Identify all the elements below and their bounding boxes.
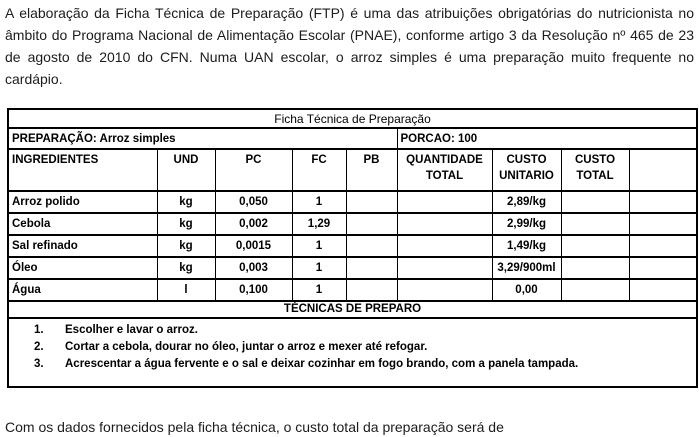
und-cell: l [157, 279, 215, 301]
custo-unitario-cell: 2,89/kg [492, 191, 561, 213]
fc-cell: 1,29 [292, 213, 346, 235]
ingredient-cell: Óleo [8, 257, 157, 279]
header-custo-total: CUSTO TOTAL [561, 149, 629, 191]
table-row [8, 257, 697, 279]
step-number: 3. [34, 358, 44, 370]
intro-paragraph: A elaboração da Ficha Técnica de Preparação (FTP) é uma das atribuições obrigatórias do nutricionista no âmbito do Programa Nacional de Alimentação Escolar (PNAE), conforme artigo 3 da Resolução nº 465 de 23 de agosto de 2010 do CFN. Numa UAN escolar, o arroz simples é uma preparação muito frequente no cardápio. [5, 5, 694, 87]
step-text: Acrescentar a água fervente e o sal e deixar cozinhar em fogo brando, com a panela tampada. [65, 358, 579, 370]
fc-cell: 1 [292, 235, 346, 257]
table-row [8, 213, 697, 235]
closing-paragraph: Com os dados fornecidos pela ficha técnica, o custo total da preparação será de [5, 419, 504, 435]
pb-cell [346, 279, 397, 301]
step-text: Cortar a cebola, dourar no óleo, juntar o arroz e mexer até refogar. [65, 341, 428, 353]
custo-total-cell [561, 257, 629, 279]
pc-cell: 0,0015 [215, 235, 292, 257]
custo-total-cell [561, 191, 629, 213]
header-pc: PC [215, 149, 292, 191]
step-item [12, 356, 693, 373]
und-cell: kg [157, 235, 215, 257]
extra-cell [629, 279, 697, 301]
header-quantidade-total: QUANTIDADE TOTAL [397, 149, 492, 191]
extra-cell [629, 257, 697, 279]
custo-unitario-cell: 3,29/900ml [492, 257, 561, 279]
tecnicas-steps-row [8, 318, 697, 387]
extra-cell [629, 213, 697, 235]
custo-total-cell [561, 235, 629, 257]
pc-cell: 0,050 [215, 191, 292, 213]
fc-cell: 1 [292, 279, 346, 301]
step-number: 2. [34, 341, 44, 353]
ingredient-cell: Sal refinado [8, 235, 157, 257]
table-title: Ficha Técnica de Preparação [8, 109, 697, 128]
pc-cell: 0,002 [215, 213, 292, 235]
portion-label: PORCAO: 100 [397, 128, 697, 149]
ingredient-cell: Arroz polido [8, 191, 157, 213]
pb-cell [346, 235, 397, 257]
preparation-row [8, 128, 697, 149]
quantidade-total-cell [397, 257, 492, 279]
quantidade-total-cell [397, 191, 492, 213]
table-title-row [8, 109, 697, 128]
tecnicas-title-row [8, 301, 697, 318]
custo-unitario-cell: 2,99/kg [492, 213, 561, 235]
header-extra [629, 149, 697, 191]
step-item [12, 339, 693, 356]
pb-cell [346, 213, 397, 235]
ficha-tecnica-table [7, 108, 698, 388]
header-und: UND [157, 149, 215, 191]
header-custo-unitario: CUSTO UNITARIO [492, 149, 561, 191]
tecnicas-title: TÉCNICAS DE PREPARO [8, 301, 697, 318]
und-cell: kg [157, 257, 215, 279]
custo-total-cell [561, 213, 629, 235]
custo-unitario-cell: 1,49/kg [492, 235, 561, 257]
custo-total-cell [561, 279, 629, 301]
quantidade-total-cell [397, 235, 492, 257]
pb-cell [346, 191, 397, 213]
pc-cell: 0,100 [215, 279, 292, 301]
quantidade-total-cell [397, 279, 492, 301]
step-number: 1. [34, 324, 44, 336]
header-row [8, 149, 697, 191]
header-fc: FC [292, 149, 346, 191]
fc-cell: 1 [292, 191, 346, 213]
header-ingredientes: INGREDIENTES [8, 149, 157, 191]
table-row [8, 235, 697, 257]
custo-unitario-cell: 0,00 [492, 279, 561, 301]
ingredient-cell: Água [8, 279, 157, 301]
extra-cell [629, 191, 697, 213]
preparation-label: PREPARAÇÃO: Arroz simples [8, 128, 397, 149]
extra-cell [629, 235, 697, 257]
quantidade-total-cell [397, 213, 492, 235]
fc-cell: 1 [292, 257, 346, 279]
pc-cell: 0,003 [215, 257, 292, 279]
und-cell: kg [157, 213, 215, 235]
step-item [12, 322, 693, 339]
step-text: Escolher e lavar o arroz. [65, 324, 198, 336]
ingredient-cell: Cebola [8, 213, 157, 235]
table-row [8, 279, 697, 301]
tecnicas-steps-cell [8, 318, 697, 387]
pb-cell [346, 257, 397, 279]
table-row [8, 191, 697, 213]
und-cell: kg [157, 191, 215, 213]
header-pb: PB [346, 149, 397, 191]
